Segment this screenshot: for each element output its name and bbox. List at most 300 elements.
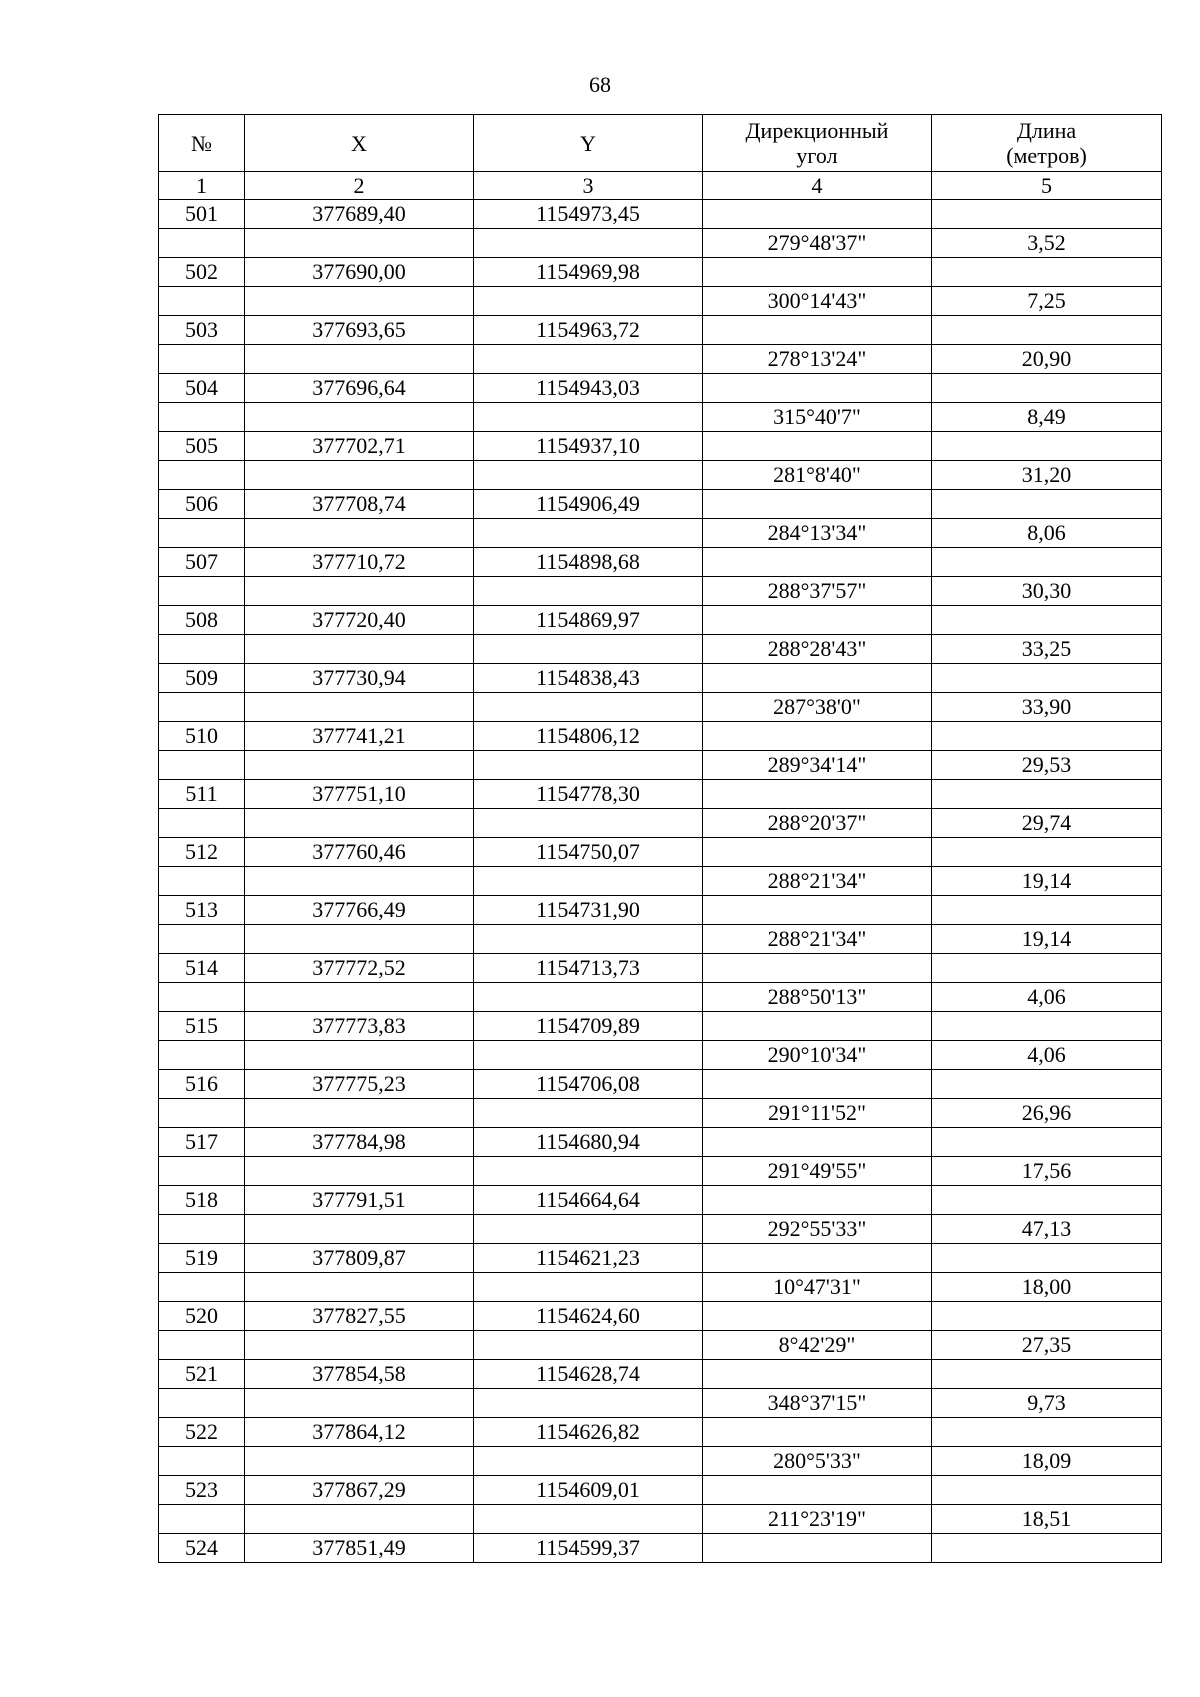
length-cell: 18,51 (932, 1505, 1162, 1534)
segment-row (159, 1389, 1162, 1418)
length-cell (932, 606, 1162, 635)
point-row (159, 548, 1162, 577)
point-row (159, 1128, 1162, 1157)
angle-cell: 288°28'43" (703, 635, 932, 664)
length-cell (932, 1244, 1162, 1273)
angle-cell: 10°47'31" (703, 1273, 932, 1302)
y-coordinate-cell (474, 1041, 703, 1070)
y-coordinate-cell: 1154609,01 (474, 1476, 703, 1505)
angle-cell (703, 1186, 932, 1215)
point-row (159, 258, 1162, 287)
segment-row (159, 1099, 1162, 1128)
length-cell: 26,96 (932, 1099, 1162, 1128)
angle-cell (703, 1070, 932, 1099)
segment-row (159, 925, 1162, 954)
point-number-cell (159, 693, 245, 722)
angle-cell (703, 432, 932, 461)
y-coordinate-cell (474, 1389, 703, 1418)
segment-row (159, 287, 1162, 316)
segment-row (159, 1447, 1162, 1476)
y-coordinate-cell (474, 693, 703, 722)
point-number-cell (159, 1447, 245, 1476)
angle-cell (703, 1534, 932, 1563)
x-coordinate-cell (245, 519, 474, 548)
y-coordinate-cell (474, 867, 703, 896)
angle-cell (703, 200, 932, 229)
y-coordinate-cell: 1154973,45 (474, 200, 703, 229)
angle-cell: 278°13'24" (703, 345, 932, 374)
x-coordinate-cell (245, 403, 474, 432)
length-cell: 7,25 (932, 287, 1162, 316)
length-cell: 19,14 (932, 925, 1162, 954)
y-coordinate-cell (474, 461, 703, 490)
angle-cell: 281°8'40" (703, 461, 932, 490)
point-number-cell: 506 (159, 490, 245, 519)
header-x: X (245, 115, 474, 172)
point-number-cell: 520 (159, 1302, 245, 1331)
header-angle (703, 115, 932, 172)
segment-row (159, 461, 1162, 490)
y-coordinate-cell: 1154750,07 (474, 838, 703, 867)
x-coordinate-cell: 377851,49 (245, 1534, 474, 1563)
angle-cell: 348°37'15" (703, 1389, 932, 1418)
length-cell (932, 1302, 1162, 1331)
length-cell (932, 200, 1162, 229)
length-cell (932, 896, 1162, 925)
segment-row (159, 345, 1162, 374)
angle-cell: 288°21'34" (703, 867, 932, 896)
x-coordinate-cell: 377751,10 (245, 780, 474, 809)
point-number-cell (159, 229, 245, 258)
x-coordinate-cell (245, 1331, 474, 1360)
y-coordinate-cell: 1154869,97 (474, 606, 703, 635)
length-cell: 33,90 (932, 693, 1162, 722)
point-number-cell (159, 809, 245, 838)
point-row (159, 1302, 1162, 1331)
x-coordinate-cell: 377766,49 (245, 896, 474, 925)
point-row (159, 1360, 1162, 1389)
y-coordinate-cell (474, 1331, 703, 1360)
point-number-cell: 512 (159, 838, 245, 867)
x-coordinate-cell: 377689,40 (245, 200, 474, 229)
header-angle-line2: угол (796, 143, 838, 168)
point-number-cell: 518 (159, 1186, 245, 1215)
point-number-cell (159, 751, 245, 780)
angle-cell (703, 838, 932, 867)
point-number-cell (159, 1505, 245, 1534)
y-coordinate-cell: 1154599,37 (474, 1534, 703, 1563)
length-cell: 3,52 (932, 229, 1162, 258)
point-number-cell: 502 (159, 258, 245, 287)
point-number-cell: 521 (159, 1360, 245, 1389)
x-coordinate-cell: 377784,98 (245, 1128, 474, 1157)
angle-cell (703, 954, 932, 983)
segment-row (159, 809, 1162, 838)
y-coordinate-cell: 1154731,90 (474, 896, 703, 925)
y-coordinate-cell (474, 1505, 703, 1534)
angle-cell: 291°11'52" (703, 1099, 932, 1128)
angle-cell (703, 1418, 932, 1447)
length-cell (932, 1012, 1162, 1041)
length-cell: 20,90 (932, 345, 1162, 374)
angle-cell: 315°40'7" (703, 403, 932, 432)
x-coordinate-cell: 377730,94 (245, 664, 474, 693)
x-coordinate-cell (245, 461, 474, 490)
y-coordinate-cell: 1154969,98 (474, 258, 703, 287)
y-coordinate-cell: 1154624,60 (474, 1302, 703, 1331)
length-cell (932, 838, 1162, 867)
length-cell: 8,06 (932, 519, 1162, 548)
angle-cell: 280°5'33" (703, 1447, 932, 1476)
segment-row (159, 983, 1162, 1012)
point-row (159, 316, 1162, 345)
point-number-cell (159, 345, 245, 374)
length-cell (932, 780, 1162, 809)
point-number-cell (159, 1331, 245, 1360)
angle-cell (703, 374, 932, 403)
length-cell (932, 258, 1162, 287)
point-row (159, 200, 1162, 229)
point-number-cell: 509 (159, 664, 245, 693)
table-body (159, 200, 1162, 1563)
point-row (159, 432, 1162, 461)
length-cell (932, 1128, 1162, 1157)
x-coordinate-cell (245, 925, 474, 954)
angle-cell: 288°50'13" (703, 983, 932, 1012)
y-coordinate-cell (474, 751, 703, 780)
length-cell: 19,14 (932, 867, 1162, 896)
y-coordinate-cell: 1154906,49 (474, 490, 703, 519)
length-cell: 9,73 (932, 1389, 1162, 1418)
y-coordinate-cell (474, 229, 703, 258)
point-row (159, 664, 1162, 693)
point-row (159, 722, 1162, 751)
point-number-cell: 522 (159, 1418, 245, 1447)
x-coordinate-cell (245, 1041, 474, 1070)
x-coordinate-cell (245, 635, 474, 664)
x-coordinate-cell (245, 1215, 474, 1244)
x-coordinate-cell (245, 1447, 474, 1476)
y-coordinate-cell: 1154898,68 (474, 548, 703, 577)
angle-cell (703, 258, 932, 287)
y-coordinate-cell: 1154628,74 (474, 1360, 703, 1389)
x-coordinate-cell (245, 345, 474, 374)
segment-row (159, 1041, 1162, 1070)
angle-cell: 211°23'19" (703, 1505, 932, 1534)
point-number-cell (159, 983, 245, 1012)
point-number-cell (159, 403, 245, 432)
angle-cell (703, 316, 932, 345)
y-coordinate-cell (474, 345, 703, 374)
x-coordinate-cell: 377693,65 (245, 316, 474, 345)
x-coordinate-cell (245, 1273, 474, 1302)
column-number: 5 (932, 172, 1162, 200)
length-cell (932, 316, 1162, 345)
y-coordinate-cell (474, 983, 703, 1012)
point-number-cell (159, 867, 245, 896)
y-coordinate-cell (474, 1447, 703, 1476)
point-row (159, 1476, 1162, 1505)
point-number-cell (159, 461, 245, 490)
header-angle-line1: Дирекционный (745, 118, 889, 143)
y-coordinate-cell: 1154621,23 (474, 1244, 703, 1273)
segment-row (159, 229, 1162, 258)
length-cell (932, 1070, 1162, 1099)
x-coordinate-cell (245, 577, 474, 606)
angle-cell (703, 490, 932, 519)
length-cell: 18,00 (932, 1273, 1162, 1302)
y-coordinate-cell (474, 1099, 703, 1128)
length-cell (932, 490, 1162, 519)
x-coordinate-cell (245, 1099, 474, 1128)
x-coordinate-cell (245, 983, 474, 1012)
column-number: 2 (245, 172, 474, 200)
y-coordinate-cell (474, 1215, 703, 1244)
angle-cell: 289°34'14" (703, 751, 932, 780)
segment-row (159, 519, 1162, 548)
x-coordinate-cell: 377720,40 (245, 606, 474, 635)
y-coordinate-cell: 1154664,64 (474, 1186, 703, 1215)
y-coordinate-cell: 1154943,03 (474, 374, 703, 403)
x-coordinate-cell (245, 287, 474, 316)
point-number-cell (159, 635, 245, 664)
segment-row (159, 1331, 1162, 1360)
y-coordinate-cell: 1154626,82 (474, 1418, 703, 1447)
x-coordinate-cell: 377864,12 (245, 1418, 474, 1447)
length-cell (932, 432, 1162, 461)
length-cell: 8,49 (932, 403, 1162, 432)
segment-row (159, 867, 1162, 896)
point-number-cell (159, 1041, 245, 1070)
x-coordinate-cell (245, 1505, 474, 1534)
y-coordinate-cell (474, 1273, 703, 1302)
point-row (159, 606, 1162, 635)
coordinates-table (158, 114, 1162, 1563)
angle-cell: 290°10'34" (703, 1041, 932, 1070)
angle-cell (703, 1128, 932, 1157)
length-cell: 17,56 (932, 1157, 1162, 1186)
length-cell (932, 1186, 1162, 1215)
y-coordinate-cell (474, 577, 703, 606)
point-number-cell: 503 (159, 316, 245, 345)
point-number-cell: 510 (159, 722, 245, 751)
angle-cell (703, 1360, 932, 1389)
length-cell: 4,06 (932, 1041, 1162, 1070)
length-cell (932, 722, 1162, 751)
length-cell: 27,35 (932, 1331, 1162, 1360)
angle-cell: 292°55'33" (703, 1215, 932, 1244)
x-coordinate-cell: 377690,00 (245, 258, 474, 287)
x-coordinate-cell: 377867,29 (245, 1476, 474, 1505)
x-coordinate-cell (245, 809, 474, 838)
segment-row (159, 751, 1162, 780)
y-coordinate-cell: 1154709,89 (474, 1012, 703, 1041)
y-coordinate-cell: 1154713,73 (474, 954, 703, 983)
angle-cell: 300°14'43" (703, 287, 932, 316)
y-coordinate-cell: 1154706,08 (474, 1070, 703, 1099)
point-number-cell (159, 925, 245, 954)
angle-cell (703, 1244, 932, 1273)
angle-cell (703, 1012, 932, 1041)
length-cell (932, 954, 1162, 983)
length-cell (932, 1418, 1162, 1447)
point-number-cell (159, 519, 245, 548)
length-cell (932, 1360, 1162, 1389)
x-coordinate-cell (245, 1389, 474, 1418)
x-coordinate-cell: 377710,72 (245, 548, 474, 577)
column-number: 3 (474, 172, 703, 200)
length-cell: 30,30 (932, 577, 1162, 606)
x-coordinate-cell: 377772,52 (245, 954, 474, 983)
segment-row (159, 577, 1162, 606)
point-number-cell (159, 287, 245, 316)
y-coordinate-cell: 1154937,10 (474, 432, 703, 461)
point-number-cell: 507 (159, 548, 245, 577)
segment-row (159, 1505, 1162, 1534)
point-row (159, 1244, 1162, 1273)
point-number-cell (159, 577, 245, 606)
angle-cell: 291°49'55" (703, 1157, 932, 1186)
y-coordinate-cell: 1154680,94 (474, 1128, 703, 1157)
x-coordinate-cell: 377741,21 (245, 722, 474, 751)
y-coordinate-cell (474, 809, 703, 838)
segment-row (159, 1157, 1162, 1186)
angle-cell (703, 548, 932, 577)
length-cell (932, 548, 1162, 577)
angle-cell (703, 606, 932, 635)
point-number-cell (159, 1389, 245, 1418)
point-row (159, 374, 1162, 403)
x-coordinate-cell (245, 1157, 474, 1186)
point-row (159, 1418, 1162, 1447)
x-coordinate-cell: 377809,87 (245, 1244, 474, 1273)
x-coordinate-cell: 377696,64 (245, 374, 474, 403)
point-number-cell: 515 (159, 1012, 245, 1041)
length-cell: 29,53 (932, 751, 1162, 780)
header-length-line2: (метров) (1006, 143, 1087, 168)
point-number-cell: 501 (159, 200, 245, 229)
point-number-cell: 517 (159, 1128, 245, 1157)
y-coordinate-cell: 1154778,30 (474, 780, 703, 809)
angle-cell: 287°38'0" (703, 693, 932, 722)
x-coordinate-cell (245, 693, 474, 722)
length-cell (932, 374, 1162, 403)
y-coordinate-cell (474, 287, 703, 316)
angle-cell (703, 722, 932, 751)
table-header-row (159, 115, 1162, 172)
angle-cell: 284°13'34" (703, 519, 932, 548)
point-number-cell: 519 (159, 1244, 245, 1273)
point-number-cell: 514 (159, 954, 245, 983)
angle-cell: 288°20'37" (703, 809, 932, 838)
x-coordinate-cell: 377702,71 (245, 432, 474, 461)
header-length-line1: Длина (1016, 118, 1077, 143)
point-number-cell: 504 (159, 374, 245, 403)
point-number-cell: 516 (159, 1070, 245, 1099)
point-row (159, 1186, 1162, 1215)
point-row (159, 490, 1162, 519)
point-number-cell: 524 (159, 1534, 245, 1563)
x-coordinate-cell: 377773,83 (245, 1012, 474, 1041)
length-cell: 47,13 (932, 1215, 1162, 1244)
segment-row (159, 693, 1162, 722)
angle-cell: 288°37'57" (703, 577, 932, 606)
column-number-row (159, 172, 1162, 200)
y-coordinate-cell (474, 519, 703, 548)
angle-cell: 288°21'34" (703, 925, 932, 954)
y-coordinate-cell: 1154806,12 (474, 722, 703, 751)
point-number-cell: 505 (159, 432, 245, 461)
x-coordinate-cell: 377791,51 (245, 1186, 474, 1215)
header-num: № (159, 115, 245, 172)
point-number-cell (159, 1273, 245, 1302)
point-number-cell: 511 (159, 780, 245, 809)
header-y: Y (474, 115, 703, 172)
angle-cell: 279°48'37" (703, 229, 932, 258)
point-row (159, 1070, 1162, 1099)
angle-cell (703, 1302, 932, 1331)
length-cell (932, 664, 1162, 693)
y-coordinate-cell (474, 1157, 703, 1186)
length-cell: 4,06 (932, 983, 1162, 1012)
segment-row (159, 635, 1162, 664)
x-coordinate-cell (245, 867, 474, 896)
y-coordinate-cell (474, 635, 703, 664)
segment-row (159, 1215, 1162, 1244)
angle-cell (703, 896, 932, 925)
segment-row (159, 1273, 1162, 1302)
point-number-cell (159, 1157, 245, 1186)
x-coordinate-cell: 377854,58 (245, 1360, 474, 1389)
x-coordinate-cell: 377708,74 (245, 490, 474, 519)
column-number: 4 (703, 172, 932, 200)
point-number-cell: 508 (159, 606, 245, 635)
y-coordinate-cell: 1154838,43 (474, 664, 703, 693)
x-coordinate-cell (245, 229, 474, 258)
point-row (159, 1012, 1162, 1041)
length-cell (932, 1534, 1162, 1563)
segment-row (159, 403, 1162, 432)
point-number-cell: 513 (159, 896, 245, 925)
point-row (159, 838, 1162, 867)
point-number-cell (159, 1215, 245, 1244)
length-cell: 31,20 (932, 461, 1162, 490)
angle-cell (703, 664, 932, 693)
length-cell (932, 1476, 1162, 1505)
point-row (159, 896, 1162, 925)
x-coordinate-cell: 377827,55 (245, 1302, 474, 1331)
angle-cell: 8°42'29" (703, 1331, 932, 1360)
length-cell: 29,74 (932, 809, 1162, 838)
angle-cell (703, 1476, 932, 1505)
length-cell: 33,25 (932, 635, 1162, 664)
length-cell: 18,09 (932, 1447, 1162, 1476)
angle-cell (703, 780, 932, 809)
column-number: 1 (159, 172, 245, 200)
point-number-cell: 523 (159, 1476, 245, 1505)
x-coordinate-cell (245, 751, 474, 780)
point-row (159, 954, 1162, 983)
point-number-cell (159, 1099, 245, 1128)
y-coordinate-cell: 1154963,72 (474, 316, 703, 345)
page-number: 68 (589, 72, 611, 97)
x-coordinate-cell: 377775,23 (245, 1070, 474, 1099)
y-coordinate-cell (474, 925, 703, 954)
x-coordinate-cell: 377760,46 (245, 838, 474, 867)
header-length (932, 115, 1162, 172)
point-row (159, 780, 1162, 809)
y-coordinate-cell (474, 403, 703, 432)
